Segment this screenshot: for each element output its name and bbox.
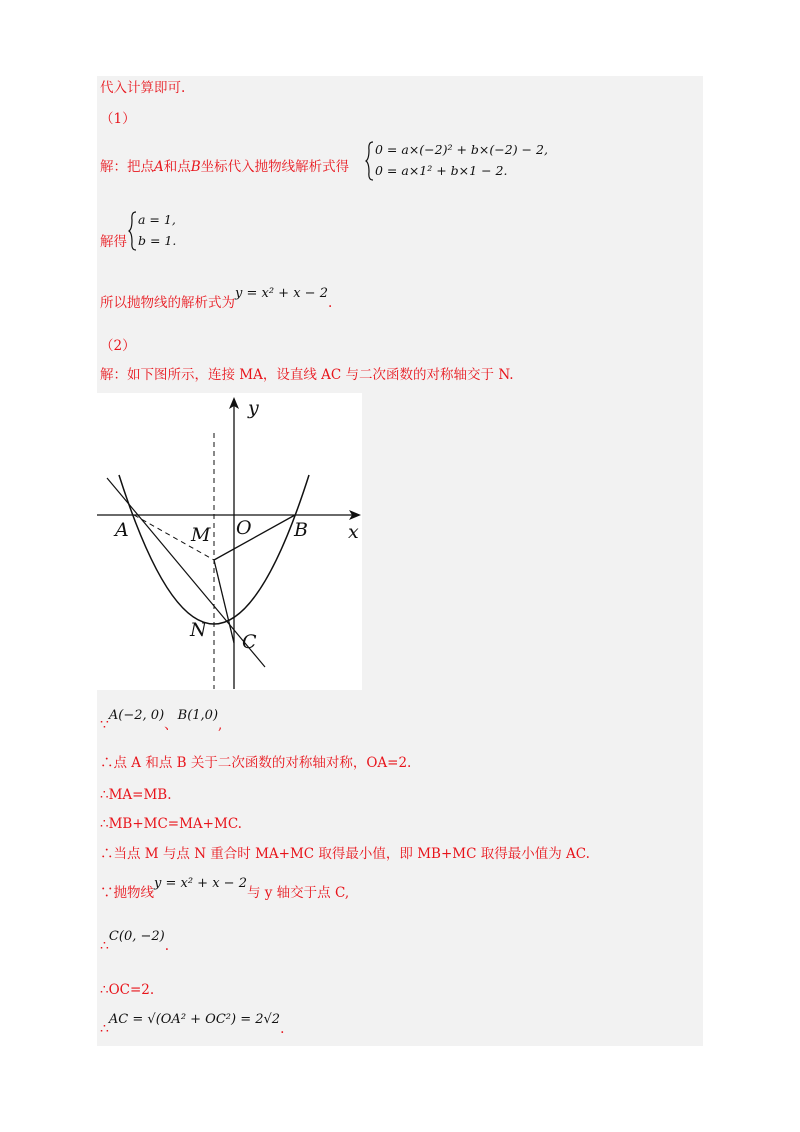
parabola-graph xyxy=(97,393,362,690)
label-C: C xyxy=(242,631,257,653)
therefore-line-5: ∴OC=2. xyxy=(100,982,155,998)
system2-row2: b = 1. xyxy=(138,233,177,248)
parabola-formula-2: y = x² + x − 2 xyxy=(154,876,247,891)
because-line-points: ∵A(−2, 0)、B(1,0), xyxy=(100,708,223,733)
segment-MC xyxy=(214,560,234,643)
label-x: x xyxy=(348,521,359,543)
therefore-line-point-C: ∴C(0, −2). xyxy=(100,929,170,954)
result-line: 所以抛物线的解析式为y = x² + x − 2. xyxy=(100,286,333,311)
label-O: O xyxy=(236,517,252,539)
part2-label: （2） xyxy=(100,338,136,354)
system2-row1: a = 1, xyxy=(138,212,176,227)
point-B-formula: B(1,0) xyxy=(177,708,219,723)
brace-icon xyxy=(128,210,138,252)
label-B: B xyxy=(294,519,308,541)
system1-row1: 0 = a×(−2)² + b×(−2) − 2, xyxy=(375,142,548,157)
ac-formula: AC = √(OA² + OC²) = 2√2 xyxy=(108,1012,281,1027)
intro-text: 代入计算即可. xyxy=(100,80,186,96)
label-y: y xyxy=(248,397,259,419)
solution1-line: 解：把点A和点B坐标代入抛物线解析式得 xyxy=(100,159,350,175)
point-C-formula: C(0, −2) xyxy=(108,929,165,944)
therefore-line-1: ∴点 A 和点 B 关于二次函数的对称轴对称，OA=2. xyxy=(100,755,412,771)
part1-label: （1） xyxy=(100,111,136,127)
solution2-line: 解：如下图所示，连接 MA，设直线 AC 与二次函数的对称轴交于 N. xyxy=(100,367,514,383)
equation-system-1 xyxy=(365,140,548,182)
segment-MB xyxy=(214,515,295,560)
equation-system-2 xyxy=(128,210,188,252)
therefore-line-3: ∴MB+MC=MA+MC. xyxy=(100,816,242,832)
therefore-line-AC: ∴AC = √(OA² + OC²) = 2√2. xyxy=(100,1012,285,1037)
point-A-formula: A(−2, 0) xyxy=(108,708,165,723)
because-line-parabola: ∵抛物线y = x² + x − 2与 y 轴交于点 C, xyxy=(100,876,350,901)
brace-icon xyxy=(365,140,375,182)
solve-label: 解得 xyxy=(100,234,127,250)
parabola-figure xyxy=(97,393,362,690)
label-N: N xyxy=(190,619,207,641)
label-M: M xyxy=(191,524,211,546)
label-A: A xyxy=(115,519,129,541)
parabola-formula: y = x² + x − 2 xyxy=(235,286,328,301)
system1-row2: 0 = a×1² + b×1 − 2. xyxy=(375,163,508,178)
therefore-line-4: ∴当点 M 与点 N 重合时 MA+MC 取得最小值，即 MB+MC 取得最小值为 AC. xyxy=(100,846,590,862)
therefore-line-2: ∴MA=MB. xyxy=(100,787,172,803)
